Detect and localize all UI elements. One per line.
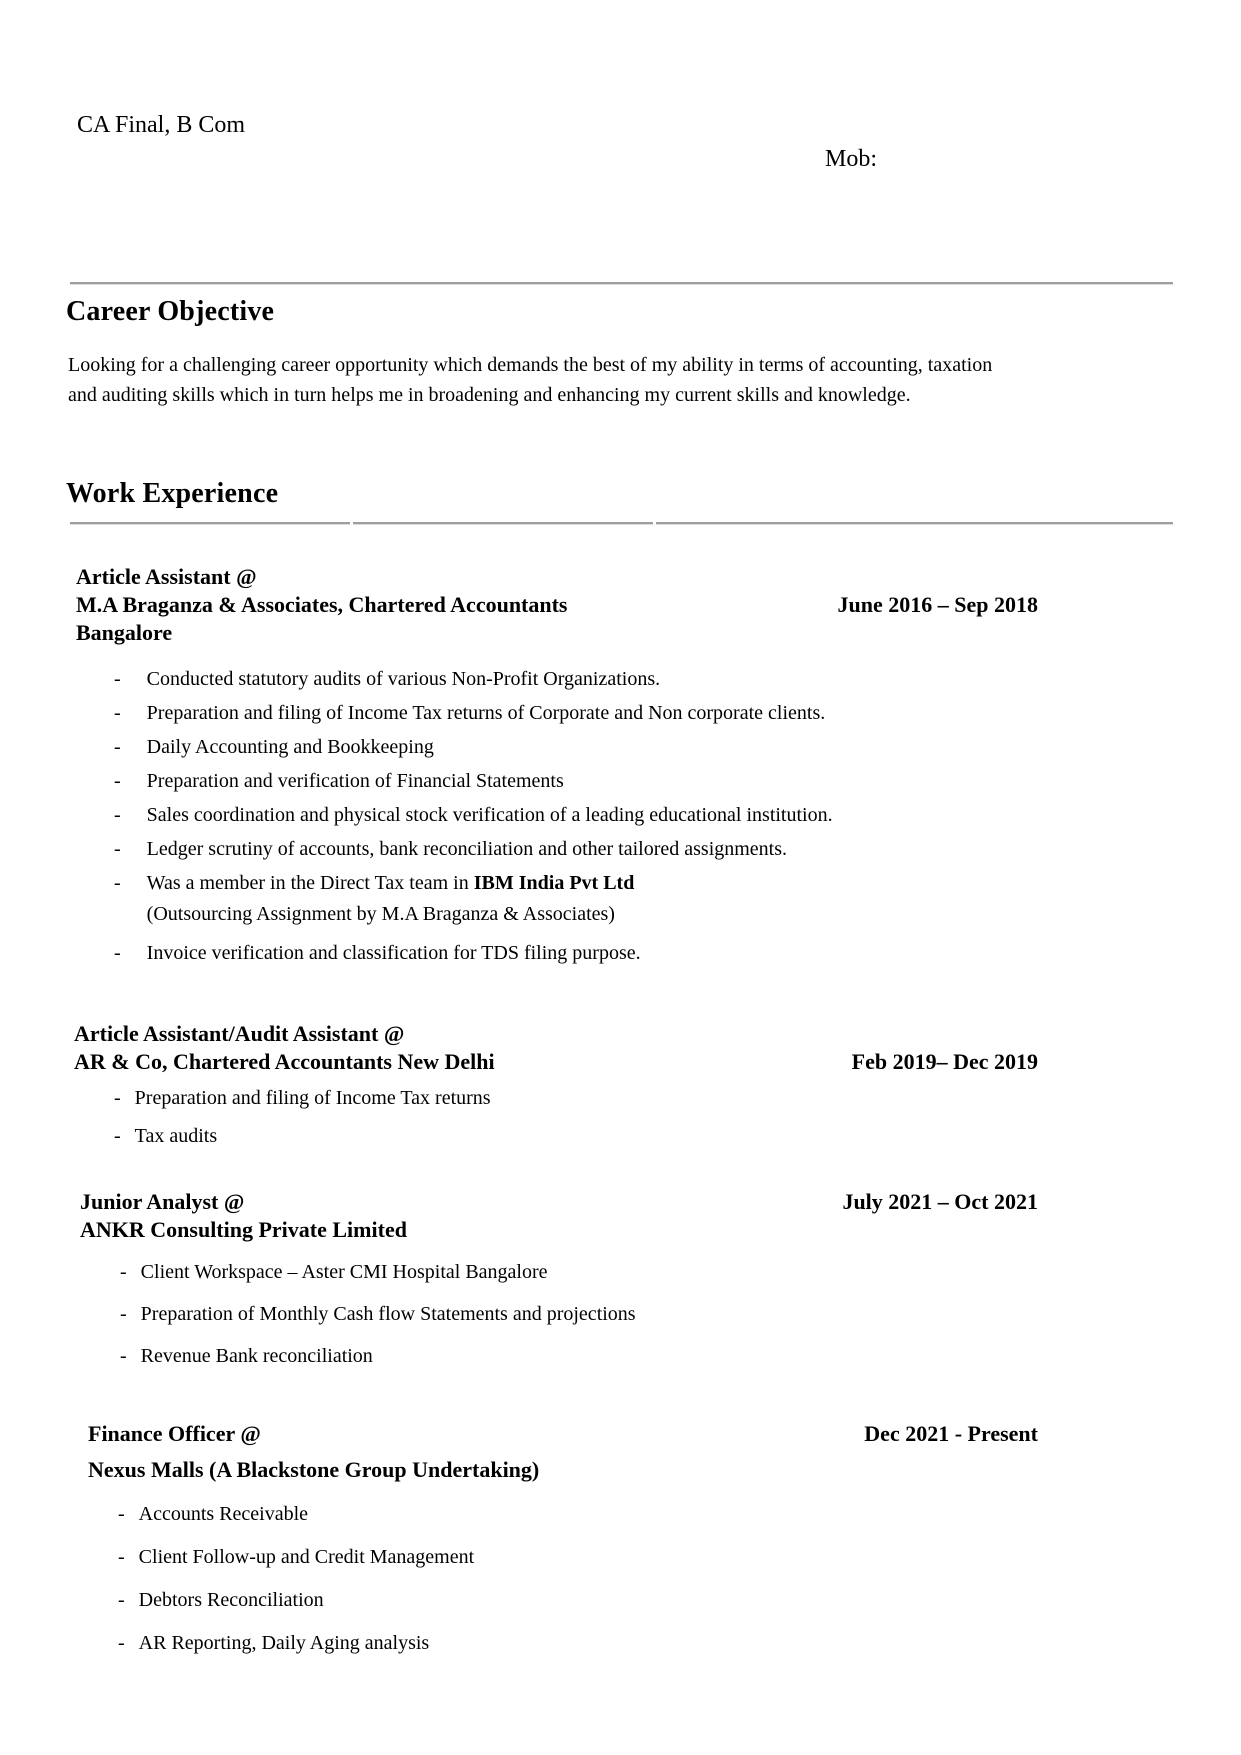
bullet-dash: - [114,804,121,826]
bullet-item [76,701,1038,725]
career-objective-heading: Career Objective [66,296,275,327]
bullet-dash: - [114,1125,121,1147]
divider-segment [70,522,350,524]
bullet-item [80,1302,1038,1326]
bullet-text: Sales coordination and physical stock verification of a leading educational institution. [146,804,833,826]
bullet-text: Ledger scrutiny of accounts, bank reconciliation and other tailored assignments. [146,838,788,860]
bullet-text: Revenue Bank reconciliation [140,1345,373,1367]
career-objective-paragraph: Looking for a challenging career opportunity which demands the best of my ability in terms of accounting, taxation and auditing skills which in turn helps me in broadening and enhancing my current skills and knowledge. [68,354,993,406]
bullet-item [80,1344,1038,1368]
bullet-dash: - [114,942,121,964]
bullet-item [74,1124,1038,1148]
bullet-item [88,1588,1038,1612]
job-company: AR & Co, Chartered Accountants New Delhi [74,1049,495,1074]
mobile-label: Mob: [825,146,878,172]
bullet-item [76,871,1038,929]
job-title: Article Assistant @ [76,564,257,589]
job-company: ANKR Consulting Private Limited [80,1217,407,1242]
bullet-text: Invoice verification and classification for TDS filing purpose. [146,942,641,964]
bullet-text: Debtors Reconciliation [138,1589,324,1611]
bullet-item [76,735,1038,759]
work-experience-heading: Work Experience [66,478,279,509]
bullet-text: AR Reporting, Daily Aging analysis [138,1632,430,1654]
bullet-dash: - [114,872,121,894]
bullet-dash: - [114,838,121,860]
bullet-item [88,1545,1038,1569]
divider-segment [656,522,1173,524]
job-section-ma-braganza [76,563,1038,975]
bullet-dash: - [118,1546,125,1568]
bullet-item [88,1502,1038,1526]
outsourcing-note: (Outsourcing Assignment by M.A Braganza & Associates) [146,903,615,925]
bullet-list [74,1086,1038,1148]
bullet-text: Preparation and filing of Income Tax returns of Corporate and Non corporate clients. [146,702,826,724]
bullet-list [76,667,1038,965]
job-company: Nexus Malls (A Blackstone Group Undertaking) [88,1457,540,1482]
job-title: Junior Analyst @ [80,1189,245,1214]
job-title: Finance Officer @ [88,1421,261,1446]
bullet-text: Preparation and filing of Income Tax returns [134,1087,491,1109]
bullet-text: Accounts Receivable [138,1503,309,1525]
divider-segment [353,522,653,524]
bullet-dash: - [120,1303,127,1325]
job-section-ankr [80,1188,1038,1386]
bullet-dash: - [120,1261,127,1283]
bullet-text: Was a member in the Direct Tax team in [146,872,474,894]
section-divider [70,282,1173,284]
job-dates: Dec 2021 - Present [864,1421,1038,1446]
bullet-item [76,837,1038,861]
bullet-dash: - [114,668,121,690]
job-dates: July 2021 – Oct 2021 [842,1189,1038,1214]
bullet-dash: - [118,1503,125,1525]
job-dates: Feb 2019– Dec 2019 [851,1049,1038,1074]
bullet-dash: - [114,770,121,792]
bullet-dash: - [114,702,121,724]
job-section-ar-co [74,1020,1038,1162]
bullet-text: Client Workspace – Aster CMI Hospital Bangalore [140,1261,548,1283]
job-company: M.A Braganza & Associates, Chartered Accountants [76,592,568,617]
bullet-dash: - [120,1345,127,1367]
bullet-dash: - [114,736,121,758]
bullet-item [88,1631,1038,1655]
qualification-text: CA Final, B Com [77,112,246,138]
bullet-list [80,1260,1038,1368]
bullet-text: Conducted statutory audits of various Non-Profit Organizations. [146,668,661,690]
bullet-item [76,769,1038,793]
bullet-list [88,1502,1038,1655]
bullet-dash: - [118,1589,125,1611]
bullet-item [76,941,1038,965]
bullet-item [76,803,1038,827]
bullet-text: Preparation and verification of Financial Statements [146,770,564,792]
job-location: Bangalore [76,620,173,645]
bullet-text: Client Follow-up and Credit Management [138,1546,475,1568]
bullet-text: Preparation of Monthly Cash flow Statements and projections [140,1303,636,1325]
ibm-company-name: IBM India Pvt Ltd [473,872,635,894]
bullet-dash: - [118,1632,125,1654]
job-section-nexus-malls [88,1420,1038,1674]
bullet-item [76,667,1038,691]
bullet-text: Daily Accounting and Bookkeeping [146,736,434,758]
bullet-dash: - [114,1087,121,1109]
job-dates: June 2016 – Sep 2018 [837,592,1038,617]
work-experience-divider [70,522,1173,524]
job-title: Article Assistant/Audit Assistant @ [74,1021,405,1046]
bullet-text: Tax audits [134,1125,218,1147]
bullet-item [74,1086,1038,1110]
bullet-item [80,1260,1038,1284]
